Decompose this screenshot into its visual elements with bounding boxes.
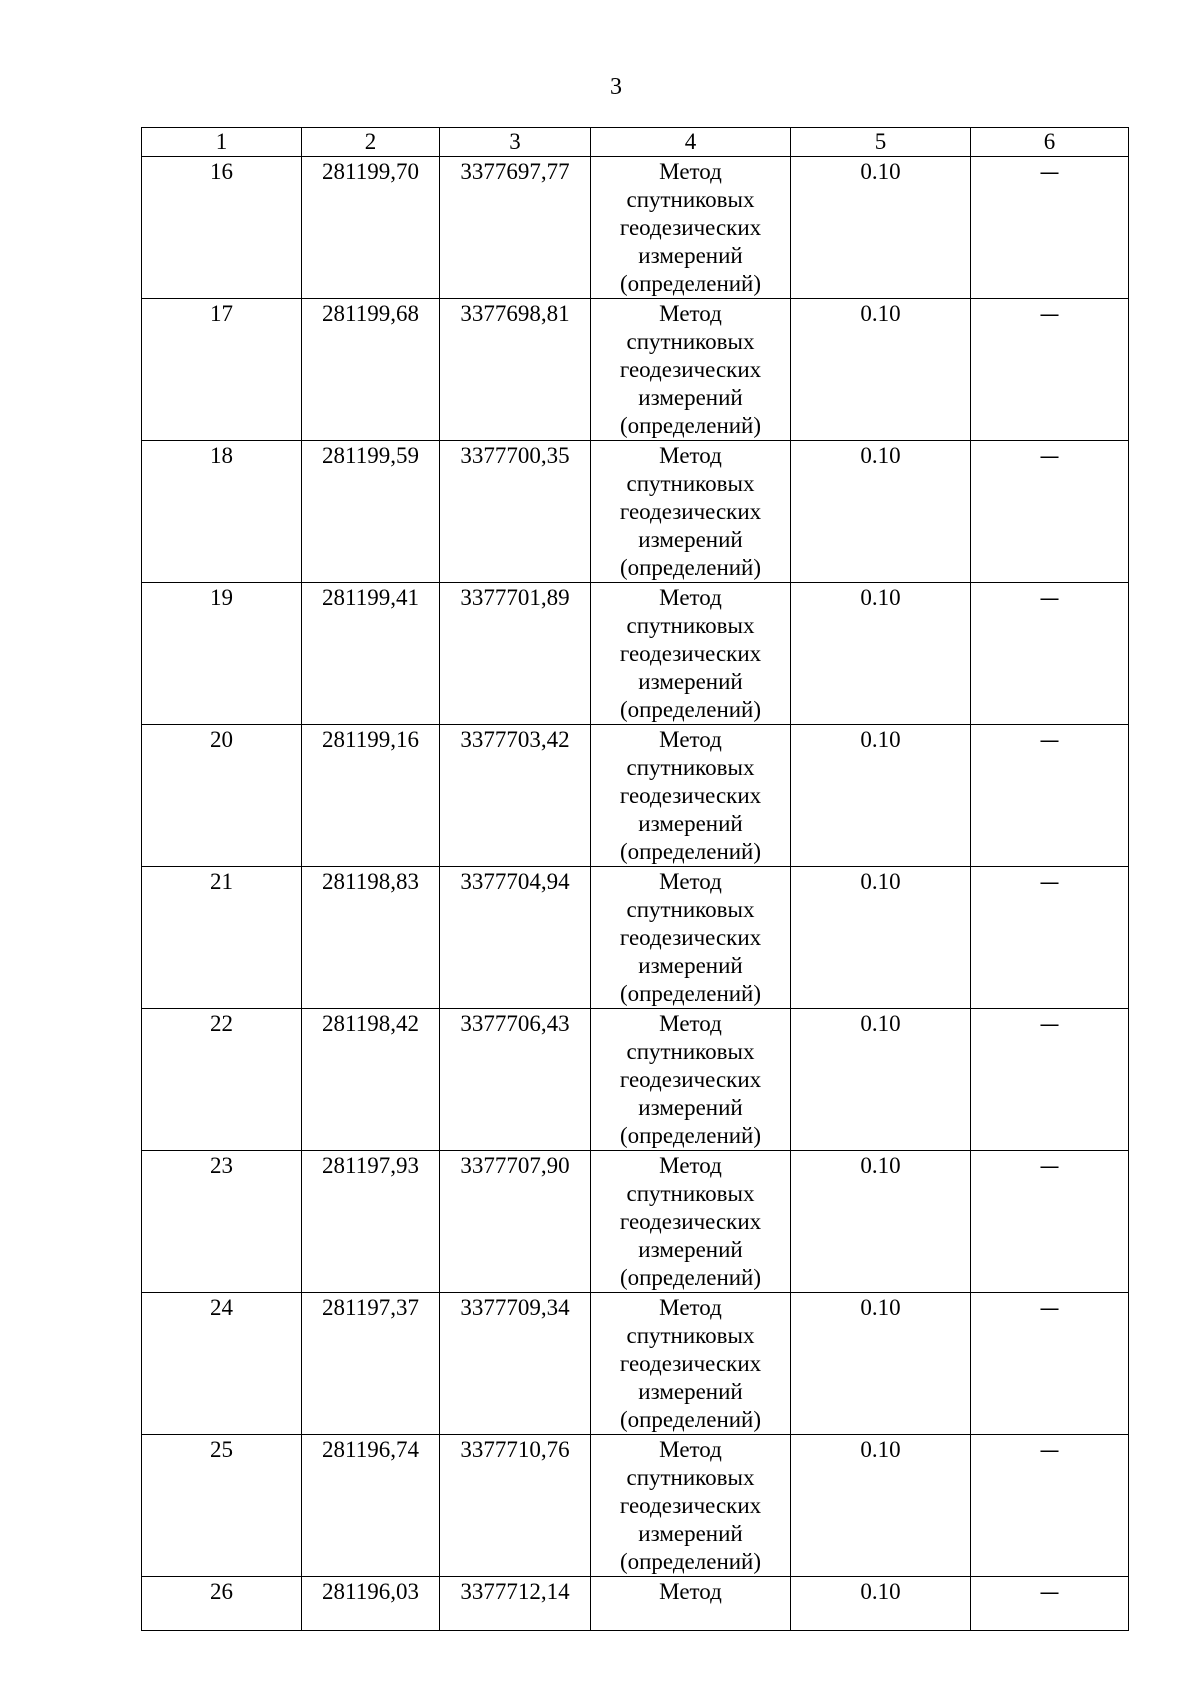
table-header-row	[142, 128, 1129, 157]
table-row	[142, 441, 1129, 583]
y-value: 3377700,35	[460, 443, 570, 468]
point-value: 19	[210, 585, 233, 610]
y-value: 3377707,90	[460, 1153, 570, 1178]
y-coordinate-cell	[440, 299, 591, 441]
accuracy-cell	[791, 299, 971, 441]
y-value: 3377697,77	[460, 159, 570, 184]
note-cell	[971, 441, 1129, 583]
method-text: Метод спутниковых геодезических измерений (определений)	[619, 585, 762, 722]
y-value: 3377709,34	[460, 1295, 570, 1320]
point-number-cell	[142, 1009, 302, 1151]
note-cell	[971, 299, 1129, 441]
point-number-cell	[142, 1293, 302, 1435]
x-coordinate-cell	[302, 441, 440, 583]
y-coordinate-cell	[440, 583, 591, 725]
method-cell	[591, 441, 791, 583]
point-number-cell	[142, 441, 302, 583]
coordinates-table	[141, 127, 1129, 1631]
x-coordinate-cell	[302, 867, 440, 1009]
table-row	[142, 1577, 1129, 1631]
x-coordinate-cell	[302, 1577, 440, 1631]
note-cell	[971, 725, 1129, 867]
accuracy-cell	[791, 725, 971, 867]
note-dash: —	[1039, 160, 1060, 184]
note-dash: —	[1039, 870, 1060, 894]
accuracy-value: 0.10	[860, 443, 901, 468]
column-header: 3	[440, 128, 591, 157]
method-text: Метод спутниковых геодезических измерений (определений)	[619, 1153, 762, 1290]
table-row	[142, 725, 1129, 867]
x-coordinate-cell	[302, 1435, 440, 1577]
method-cell	[591, 583, 791, 725]
table-row	[142, 1009, 1129, 1151]
point-number-cell	[142, 583, 302, 725]
accuracy-cell	[791, 583, 971, 725]
point-number-cell	[142, 157, 302, 299]
point-value: 20	[210, 727, 233, 752]
point-value: 17	[210, 301, 233, 326]
method-text: Метод спутниковых геодезических измерений (определений)	[619, 1437, 762, 1574]
y-value: 3377703,42	[460, 727, 570, 752]
y-value: 3377704,94	[460, 869, 570, 894]
y-coordinate-cell	[440, 1009, 591, 1151]
point-number-cell	[142, 867, 302, 1009]
accuracy-cell	[791, 867, 971, 1009]
note-dash: —	[1039, 1580, 1060, 1604]
x-value: 281198,83	[322, 869, 419, 894]
y-coordinate-cell	[440, 441, 591, 583]
point-number-cell	[142, 1151, 302, 1293]
accuracy-value: 0.10	[860, 727, 901, 752]
table-row	[142, 1435, 1129, 1577]
point-value: 18	[210, 443, 233, 468]
method-cell	[591, 157, 791, 299]
note-cell	[971, 1009, 1129, 1151]
y-value: 3377706,43	[460, 1011, 570, 1036]
accuracy-cell	[791, 1151, 971, 1293]
table-row	[142, 867, 1129, 1009]
point-value: 26	[210, 1579, 233, 1604]
point-value: 22	[210, 1011, 233, 1036]
note-cell	[971, 867, 1129, 1009]
column-header: 6	[971, 128, 1129, 157]
x-value: 281199,68	[322, 301, 419, 326]
method-text: Метод спутниковых геодезических измерений (определений)	[619, 443, 762, 580]
x-value: 281199,16	[322, 727, 419, 752]
method-text: Метод спутниковых геодезических измерений (определений)	[619, 1295, 762, 1432]
table-row	[142, 299, 1129, 441]
y-coordinate-cell	[440, 157, 591, 299]
x-coordinate-cell	[302, 583, 440, 725]
x-value: 281199,59	[322, 443, 419, 468]
accuracy-value: 0.10	[860, 869, 901, 894]
point-value: 24	[210, 1295, 233, 1320]
y-coordinate-cell	[440, 1577, 591, 1631]
table-row	[142, 583, 1129, 725]
y-coordinate-cell	[440, 1435, 591, 1577]
method-text: Метод спутниковых геодезических измерений (определений)	[619, 159, 762, 296]
method-cell	[591, 1151, 791, 1293]
accuracy-value: 0.10	[860, 1011, 901, 1036]
y-coordinate-cell	[440, 725, 591, 867]
accuracy-cell	[791, 1577, 971, 1631]
method-text: Метод спутниковых геодезических измерений (определений)	[619, 301, 762, 438]
accuracy-value: 0.10	[860, 585, 901, 610]
y-value: 3377712,14	[460, 1579, 570, 1604]
x-value: 281199,41	[322, 585, 419, 610]
method-cell	[591, 1293, 791, 1435]
column-header: 2	[302, 128, 440, 157]
method-cell	[591, 867, 791, 1009]
note-cell	[971, 157, 1129, 299]
x-coordinate-cell	[302, 157, 440, 299]
note-cell	[971, 1435, 1129, 1577]
x-value: 281196,74	[322, 1437, 419, 1462]
accuracy-cell	[791, 157, 971, 299]
note-dash: —	[1039, 586, 1060, 610]
x-coordinate-cell	[302, 1009, 440, 1151]
method-cell	[591, 1009, 791, 1151]
method-cell	[591, 299, 791, 441]
y-value: 3377698,81	[460, 301, 570, 326]
point-value: 23	[210, 1153, 233, 1178]
point-number-cell	[142, 299, 302, 441]
point-value: 25	[210, 1437, 233, 1462]
y-value: 3377701,89	[460, 585, 570, 610]
point-value: 16	[210, 159, 233, 184]
method-text: Метод спутниковых геодезических измерений (определений)	[619, 1011, 762, 1148]
note-cell	[971, 1151, 1129, 1293]
note-cell	[971, 583, 1129, 725]
table-row	[142, 1151, 1129, 1293]
method-cell	[591, 1435, 791, 1577]
accuracy-value: 0.10	[860, 1437, 901, 1462]
note-dash: —	[1039, 302, 1060, 326]
method-text: Метод спутниковых геодезических измерений (определений)	[619, 869, 762, 1006]
x-coordinate-cell	[302, 299, 440, 441]
accuracy-cell	[791, 1435, 971, 1577]
method-cell	[591, 1577, 791, 1631]
accuracy-value: 0.10	[860, 1153, 901, 1178]
x-value: 281197,37	[322, 1295, 419, 1320]
y-coordinate-cell	[440, 1151, 591, 1293]
x-value: 281197,93	[322, 1153, 419, 1178]
accuracy-value: 0.10	[860, 1579, 901, 1604]
point-number-cell	[142, 1577, 302, 1631]
page-number: 3	[610, 74, 622, 100]
note-cell	[971, 1577, 1129, 1631]
accuracy-value: 0.10	[860, 301, 901, 326]
y-value: 3377710,76	[460, 1437, 570, 1462]
point-number-cell	[142, 1435, 302, 1577]
note-dash: —	[1039, 1438, 1060, 1462]
table-row	[142, 157, 1129, 299]
accuracy-cell	[791, 1293, 971, 1435]
x-value: 281196,03	[322, 1579, 419, 1604]
note-dash: —	[1039, 728, 1060, 752]
note-dash: —	[1039, 1012, 1060, 1036]
method-text: Метод	[659, 1579, 722, 1604]
table-row	[142, 1293, 1129, 1435]
x-coordinate-cell	[302, 1293, 440, 1435]
point-value: 21	[210, 869, 233, 894]
accuracy-cell	[791, 441, 971, 583]
note-dash: —	[1039, 444, 1060, 468]
point-number-cell	[142, 725, 302, 867]
column-header: 4	[591, 128, 791, 157]
note-dash: —	[1039, 1154, 1060, 1178]
method-text: Метод спутниковых геодезических измерений (определений)	[619, 727, 762, 864]
x-coordinate-cell	[302, 725, 440, 867]
x-value: 281198,42	[322, 1011, 419, 1036]
column-header: 5	[791, 128, 971, 157]
column-header: 1	[142, 128, 302, 157]
accuracy-value: 0.10	[860, 159, 901, 184]
note-dash: —	[1039, 1296, 1060, 1320]
method-cell	[591, 725, 791, 867]
y-coordinate-cell	[440, 867, 591, 1009]
x-value: 281199,70	[322, 159, 419, 184]
note-cell	[971, 1293, 1129, 1435]
y-coordinate-cell	[440, 1293, 591, 1435]
accuracy-cell	[791, 1009, 971, 1151]
x-coordinate-cell	[302, 1151, 440, 1293]
accuracy-value: 0.10	[860, 1295, 901, 1320]
